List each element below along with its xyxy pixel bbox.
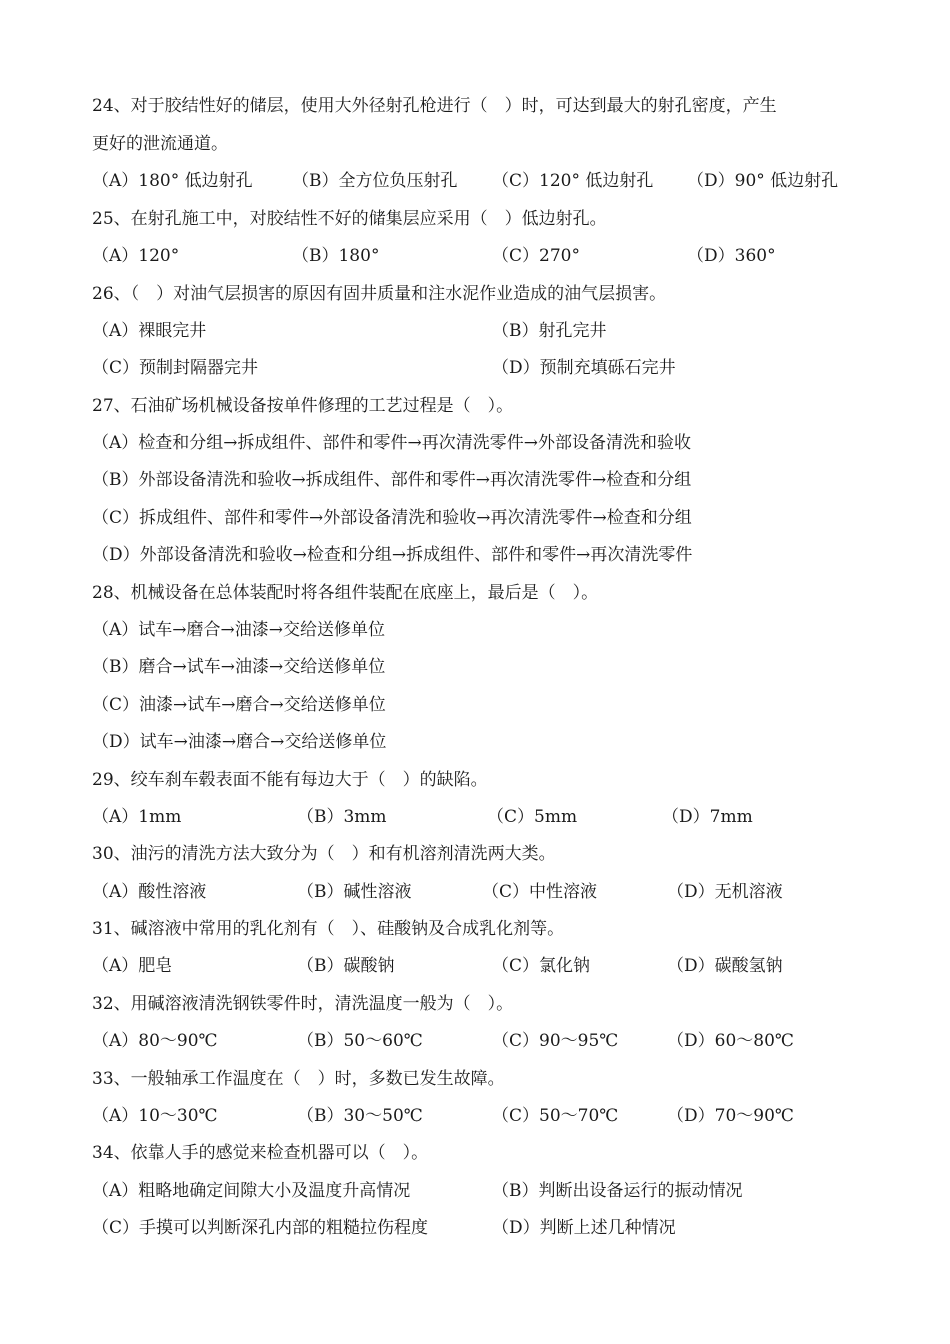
option-d: （D）7mm: [662, 807, 753, 827]
question-24-options: [92, 168, 880, 194]
question-28-option-c: （C）油漆→试车→磨合→交给送修单位: [92, 695, 386, 715]
question-34-text: 34、依靠人手的感觉来检查机器可以（ ）。: [92, 1143, 429, 1163]
question-27-text: 27、石油矿场机械设备按单件修理的工艺过程是（ ）。: [92, 396, 514, 416]
option-b: （B）射孔完井: [492, 321, 607, 341]
option-c: （C）50～70℃: [492, 1106, 619, 1126]
option-a: （A）80～90℃: [92, 1031, 218, 1051]
question-27-option-a: （A）检查和分组→拆成组件、部件和零件→再次清洗零件→外部设备清洗和验收: [92, 433, 692, 453]
option-c: （C）预制封隔器完井: [92, 358, 259, 378]
option-c: （C）270°: [492, 246, 580, 266]
option-c: （C）手摸可以判断深孔内部的粗糙拉伤程度: [92, 1218, 429, 1238]
option-b: （B）30～50℃: [297, 1106, 423, 1126]
option-c: （C）氯化钠: [492, 956, 591, 976]
option-a: （A）10～30℃: [92, 1106, 218, 1126]
option-a: （A）180° 低边射孔: [92, 171, 253, 191]
question-30-text: 30、油污的清洗方法大致分为（ ）和有机溶剂清洗两大类。: [92, 844, 556, 864]
question-34-options-row1: [92, 1178, 880, 1204]
option-d: （D）预制充填砾石完井: [492, 358, 676, 378]
question-29-text: 29、绞车刹车毂表面不能有每边大于（ ）的缺陷。: [92, 770, 488, 790]
question-27-option-b: （B）外部设备清洗和验收→拆成组件、部件和零件→再次清洗零件→检查和分组: [92, 470, 692, 490]
question-26-text: 26、（ ）对油气层损害的原因有固井质量和注水泥作业造成的油气层损害。: [92, 284, 667, 304]
option-d: （D）碳酸氢钠: [667, 956, 783, 976]
question-30-options: [92, 879, 880, 905]
question-26-options-row2: [92, 355, 880, 381]
question-32-options: [92, 1028, 880, 1054]
question-32-text: 32、用碱溶液清洗钢铁零件时，清洗温度一般为（ ）。: [92, 994, 514, 1014]
question-31-options: [92, 953, 880, 979]
question-25-options: [92, 243, 880, 269]
option-c: （C）中性溶液: [482, 882, 598, 902]
question-28-option-d: （D）试车→油漆→磨合→交给送修单位: [92, 732, 387, 752]
question-27-option-c: （C）拆成组件、部件和零件→外部设备清洗和验收→再次清洗零件→检查和分组: [92, 508, 692, 528]
question-34-options-row2: [92, 1215, 880, 1241]
option-b: （B）碳酸钠: [297, 956, 395, 976]
option-d: （D）无机溶液: [667, 882, 783, 902]
option-b: （B）3mm: [297, 807, 387, 827]
question-28-option-a: （A）试车→磨合→油漆→交给送修单位: [92, 620, 386, 640]
question-24-text-cont: 更好的泄流通道。: [92, 134, 228, 154]
question-25-text: 25、在射孔施工中，对胶结性不好的储集层应采用（ ）低边射孔。: [92, 209, 607, 229]
option-c: （C）5mm: [487, 807, 578, 827]
option-a: （A）肥皂: [92, 956, 173, 976]
option-c: （C）120° 低边射孔: [492, 171, 654, 191]
question-26-options-row1: [92, 318, 880, 344]
question-27-option-d: （D）外部设备清洗和验收→检查和分组→拆成组件、部件和零件→再次清洗零件: [92, 545, 693, 565]
question-28-text: 28、机械设备在总体装配时将各组件装配在底座上，最后是（ ）。: [92, 583, 599, 603]
option-d: （D）60～80℃: [667, 1031, 794, 1051]
question-31-text: 31、碱溶液中常用的乳化剂有（ ）、硅酸钠及合成乳化剂等。: [92, 919, 565, 939]
option-b: （B）碱性溶液: [297, 882, 412, 902]
option-c: （C）90～95℃: [492, 1031, 619, 1051]
option-b: （B）判断出设备运行的振动情况: [492, 1181, 743, 1201]
question-33-options: [92, 1103, 880, 1129]
option-a: （A）裸眼完井: [92, 321, 207, 341]
option-a: （A）粗略地确定间隙大小及温度升高情况: [92, 1181, 411, 1201]
option-a: （A）1mm: [92, 807, 182, 827]
option-a: （A）酸性溶液: [92, 882, 207, 902]
option-d: （D）360°: [687, 246, 776, 266]
question-29-options: [92, 804, 880, 830]
option-b: （B）50～60℃: [297, 1031, 423, 1051]
option-d: （D）70～90℃: [667, 1106, 794, 1126]
question-33-text: 33、一般轴承工作温度在（ ）时，多数已发生故障。: [92, 1069, 505, 1089]
option-d: （D）90° 低边射孔: [687, 171, 839, 191]
option-b: （B）全方位负压射孔: [292, 171, 458, 191]
option-d: （D）判断上述几种情况: [492, 1218, 676, 1238]
option-b: （B）180°: [292, 246, 380, 266]
option-a: （A）120°: [92, 246, 180, 266]
question-28-option-b: （B）磨合→试车→油漆→交给送修单位: [92, 657, 386, 677]
question-24-text: 24、对于胶结性好的储层，使用大外径射孔枪进行（ ）时，可达到最大的射孔密度，产生: [92, 96, 777, 116]
